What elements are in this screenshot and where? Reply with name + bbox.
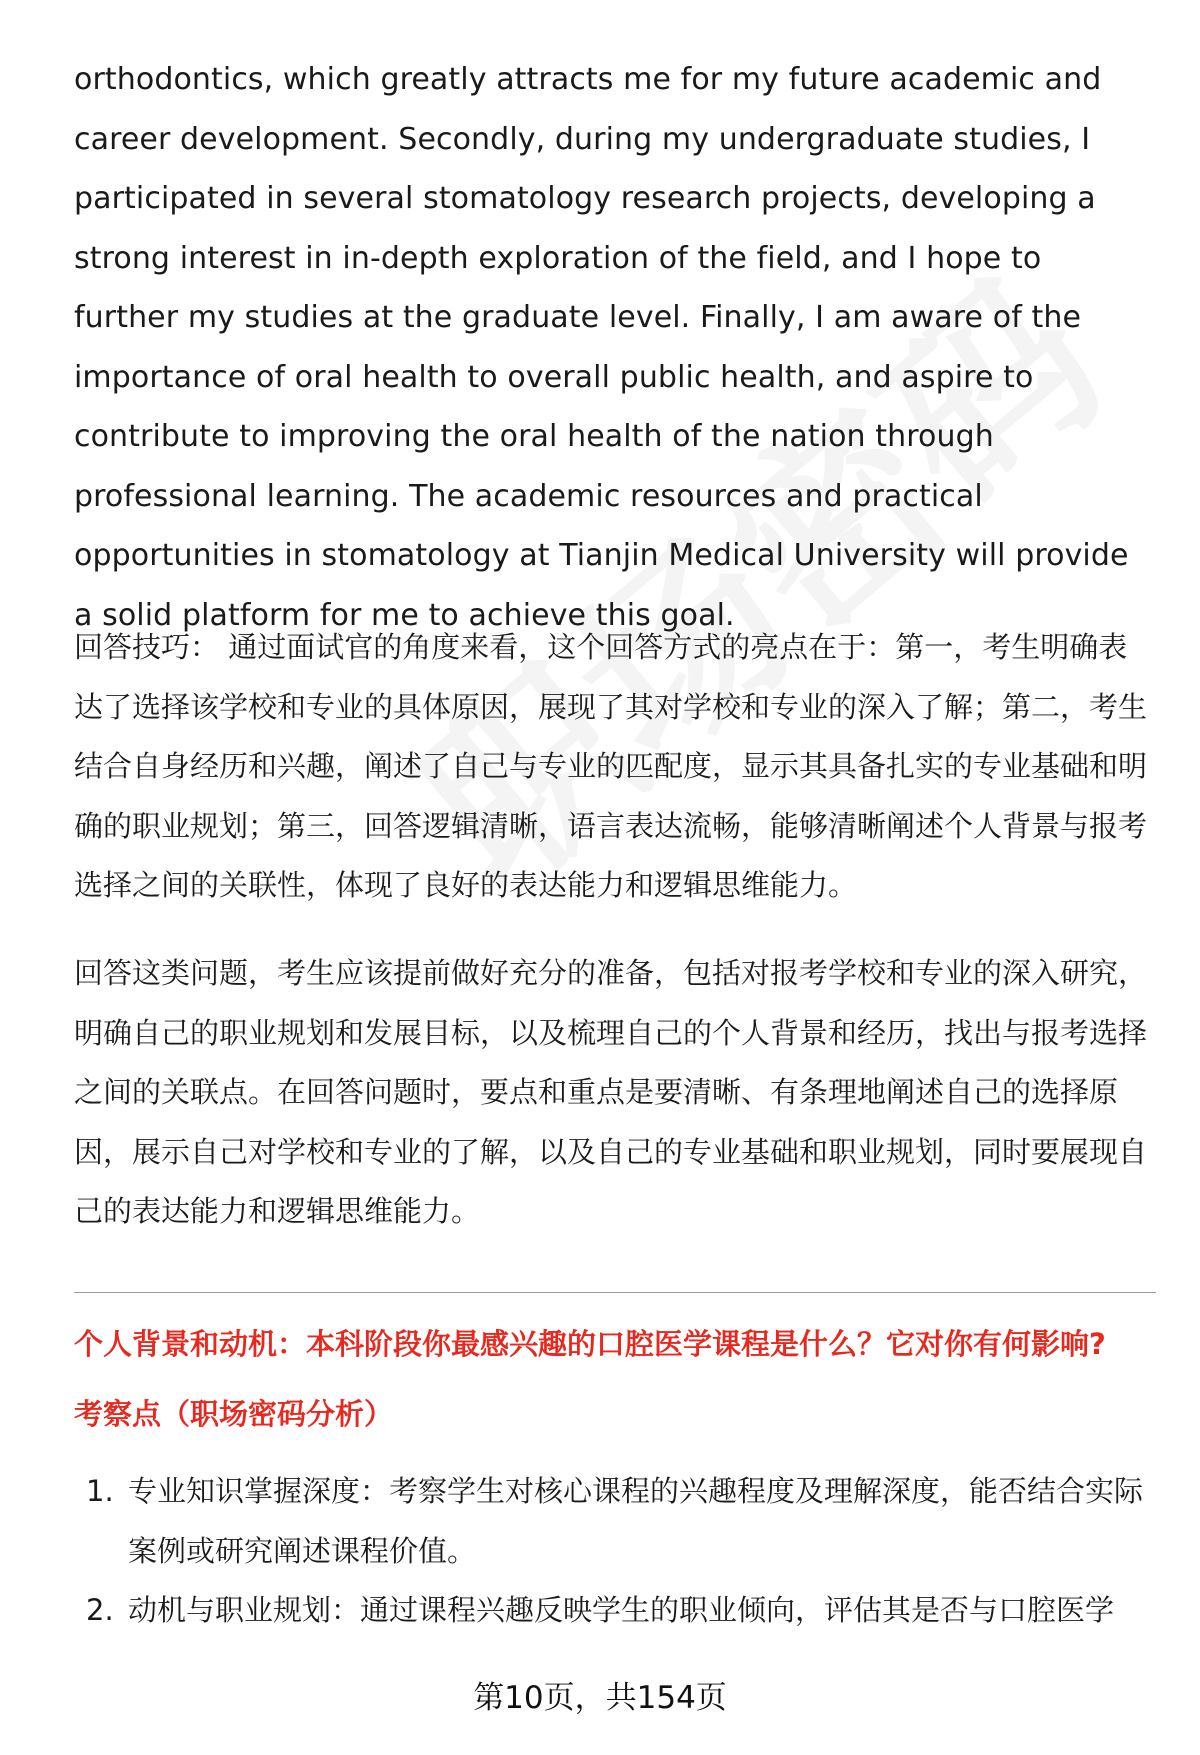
page-footer: 第10页，共154页 bbox=[473, 1680, 727, 1716]
question-title: 个人背景和动机：本科阶段你最感兴趣的口腔医学课程是什么？它对你有何影响? bbox=[74, 1327, 1106, 1361]
english-answer-paragraph: orthodontics, which greatly attracts me for my future academic and career development. Secondly, during my undergraduate studies, I participated in several stomatology research projects, developing a strong interest in in-depth exploration of the field, and I hope to further my studies at the graduate level. Finally, I am aware of the importance of oral health to overall public health, and aspire to contribute to improving the oral health of the nation through professional learning. The academic resources and practical opportunities in stomatology at Tianjin Medical University will provide a solid platform for me to achieve this goal. bbox=[74, 62, 1129, 633]
answer-tips-paragraph: 回答技巧： 通过面试官的角度来看，这个回答方式的亮点在于：第一，考生明确表达了选择该学校和专业的具体原因，展现了其对学校和专业的深入了解；第二，考生结合自身经历和兴趣，阐述了自己与专业的匹配度，显示其具备扎实的专业基础和明确的职业规划；第三，回答逻辑清晰，语言表达流畅，能够清晰阐述个人背景与报考选择之间的关联性，体现了良好的表达能力和逻辑思维能力。 bbox=[74, 630, 1148, 902]
advice-paragraph: 回答这类问题，考生应该提前做好充分的准备，包括对报考学校和专业的深入研究，明确自己的职业规划和发展目标，以及梳理自己的个人背景和经历，找出与报考选择之间的关联点。在回答问题时，要点和重点是要清晰、有条理地阐述自己的选择原因，展示自己对学校和专业的了解，以及自己的专业基础和职业规划，同时要展现自己的表达能力和逻辑思维能力。 bbox=[74, 956, 1148, 1228]
list-item-text: 专业知识掌握深度：考察学生对核心课程的兴趣程度及理解深度，能否结合实际案例或研究阐述课程价值。 bbox=[128, 1474, 1144, 1568]
list-item bbox=[74, 1462, 1154, 1581]
list-item bbox=[74, 1581, 1154, 1641]
assessment-points-heading: 考察点（职场密码分析） bbox=[74, 1397, 394, 1431]
section-divider bbox=[74, 1292, 1156, 1293]
list-item-text: 动机与职业规划：通过课程兴趣反映学生的职业倾向，评估其是否与口腔医学 bbox=[128, 1593, 1115, 1627]
list-item-number: 2. bbox=[86, 1593, 114, 1627]
assessment-points-list bbox=[74, 1462, 1154, 1641]
list-item-number: 1. bbox=[86, 1474, 114, 1508]
